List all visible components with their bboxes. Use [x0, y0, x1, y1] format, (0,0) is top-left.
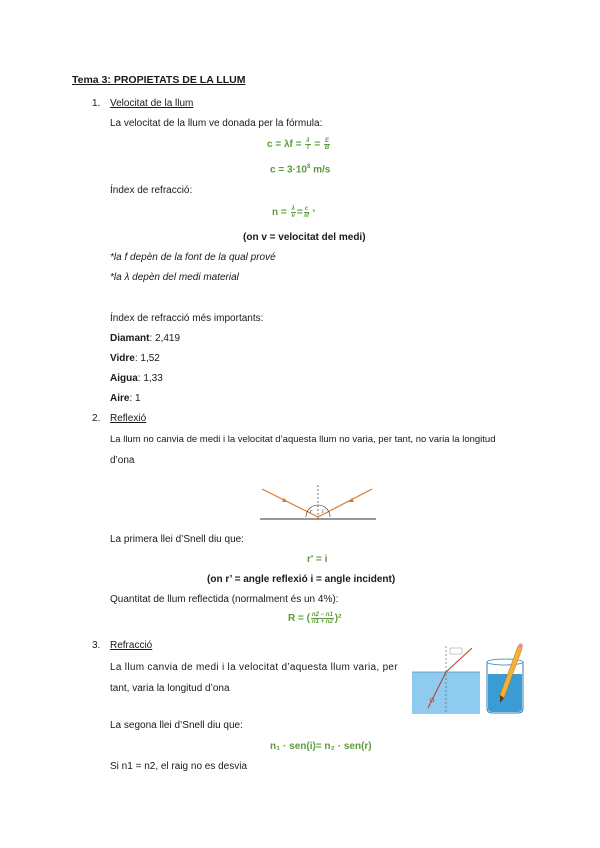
angle-i-label: i: [322, 509, 324, 515]
fraction-numerator: E: [325, 138, 330, 144]
section-3-number: 3.: [92, 640, 101, 651]
fraction-numerator: λ: [306, 138, 310, 144]
material-name: Diamant: [110, 333, 150, 344]
reflection-angle-note: (on r’ = angle reflexió i = angle incident): [207, 574, 396, 585]
second-snell-label: La segona llei d’Snell diu que:: [110, 720, 243, 731]
reflection-text-line-2: d’ona: [110, 455, 135, 466]
fraction-E-B: [324, 138, 330, 151]
refraction-text-line-1: La llum canvia de medi i la velocitat d’aquesta llum varia, per: [110, 662, 398, 673]
refraction-text-line-2: tant, varia la longitud d’ona: [110, 683, 230, 694]
fraction-lambda-T: [305, 138, 310, 151]
fraction-numerator: c: [304, 206, 309, 212]
first-snell-formula: r' = i: [307, 554, 328, 565]
material-diamant: [110, 333, 180, 344]
reflectance-suffix: )²: [334, 613, 342, 625]
page-title: Tema 3: PROPIETATS DE LA LLUM: [72, 74, 246, 86]
reflected-ray: [318, 489, 372, 517]
material-value: : 1,52: [134, 353, 160, 364]
speed-unit: m/s: [310, 164, 331, 176]
glass-pencil-illustration: [484, 642, 526, 714]
section-3-heading: Refracció: [110, 640, 153, 651]
reflection-text-line-1: La llum no canvia de medi i la velocitat d’aquesta llum no varia, per tant, no varia la longitud: [110, 434, 496, 445]
section-2-number: 2.: [92, 413, 101, 424]
material-name: Vidre: [110, 353, 135, 364]
material-name: Aire: [110, 393, 130, 404]
fraction-numerator: λ: [291, 206, 295, 212]
no-deviation-conclusion: Si n1 = n2, el raig no es desvia: [110, 761, 248, 772]
reflection-diagram: [258, 483, 380, 525]
footnote-frequency: *la f depèn de la font de la qual prové: [110, 252, 276, 263]
material-aire: [110, 393, 141, 404]
material-value: : 1: [129, 393, 141, 404]
section-1-heading: Velocitat de la llum: [110, 98, 194, 109]
section-1-number: 1.: [92, 98, 101, 109]
material-aigua: [110, 373, 163, 384]
refraction-index-label: Índex de refracció:: [110, 185, 193, 196]
n-equals: =: [296, 207, 303, 219]
fraction-denominator: n1 + n2: [311, 619, 333, 625]
second-snell-formula: n₁ · sen(i)= n₂ · sen(r): [270, 741, 372, 752]
fraction-c-lambdaf: [304, 206, 309, 219]
velocity-formula-equals: =: [311, 139, 323, 151]
velocity-intro: La velocitat de la llum ve donada per la fórmula:: [110, 118, 323, 129]
fraction-reflectance: [311, 612, 334, 625]
refraction-diagram: [412, 642, 480, 714]
refraction-index-formula: [272, 206, 315, 219]
fraction-denominator: v: [291, 213, 295, 219]
reflectance-formula: [288, 612, 341, 625]
speed-base: c = 3·10: [270, 164, 307, 176]
reflected-quantity-label: Quantitat de llum reflectida (normalment és un 4%):: [110, 594, 339, 605]
reflectance-prefix: R = (: [288, 613, 310, 625]
velocity-formula-prefix: c = λf =: [267, 139, 305, 151]
n-prefix: n =: [272, 207, 290, 219]
fraction-lambda-v: [291, 206, 296, 219]
fraction-denominator: T: [306, 145, 310, 151]
section-2-heading: Reflexió: [110, 413, 147, 424]
speed-of-light: [270, 164, 330, 175]
fraction-denominator: λf: [303, 213, 310, 219]
material-value: : 1,33: [137, 373, 163, 384]
first-snell-label: La primera llei d’Snell diu que:: [110, 534, 244, 545]
fraction-denominator: B: [324, 145, 330, 151]
fraction-numerator: n2 − n1: [311, 612, 333, 618]
speed-exponent: 8: [306, 164, 311, 170]
material-value: : 2,419: [149, 333, 181, 344]
footnote-wavelength: *la λ depèn del medi material: [110, 272, 239, 283]
velocity-formula: [267, 138, 331, 151]
important-indices-label: Índex de refracció més importants:: [110, 313, 264, 324]
material-name: Aigua: [110, 373, 138, 384]
n-star: *: [310, 208, 316, 218]
angle-r-label: r: [310, 509, 313, 515]
velocity-note: (on v = velocitat del medi): [243, 232, 366, 243]
angle-label-box: [450, 648, 462, 654]
material-vidre: [110, 353, 160, 364]
